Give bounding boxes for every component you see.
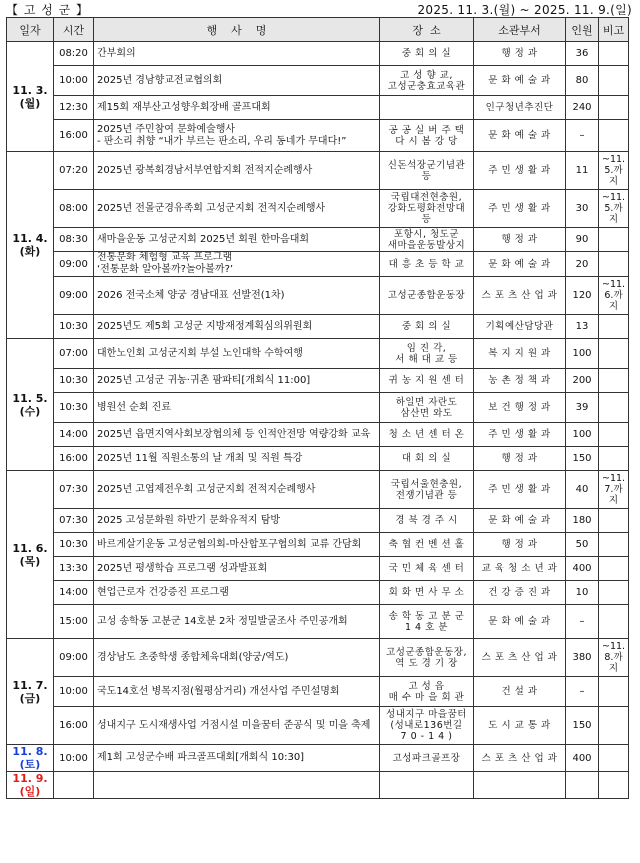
time-cell: 09:00 xyxy=(54,639,94,677)
note-cell: ~11. 6.까 지 xyxy=(599,277,629,315)
event-title-cell: 2025년 주민참여 문화예술행사 - 판소리 취향 “내가 부르는 판소리, 우리 동네가 무대다!” xyxy=(94,120,380,152)
table-row xyxy=(7,252,629,277)
count-cell: 36 xyxy=(566,42,599,66)
dept-cell: 농 촌 정 책 과 xyxy=(474,369,566,393)
dept-cell: 스 포 츠 산 업 과 xyxy=(474,277,566,315)
time-cell xyxy=(54,772,94,799)
note-cell xyxy=(599,423,629,447)
event-title-cell xyxy=(94,772,380,799)
place-cell: 회 화 면 사 무 소 xyxy=(380,581,474,605)
event-title-cell: 새마을운동 고성군지회 2025년 회원 한마음대회 xyxy=(94,228,380,252)
place-cell: 대 회 의 실 xyxy=(380,447,474,471)
place-cell: 포항시, 청도군 새마을운동발상지 xyxy=(380,228,474,252)
event-title-cell: 2026 전국소체 양궁 경남대표 선발전(1차) xyxy=(94,277,380,315)
dept-cell: 행 정 과 xyxy=(474,447,566,471)
dept-cell: 건 설 과 xyxy=(474,677,566,707)
note-cell xyxy=(599,339,629,369)
header-bar xyxy=(6,0,632,16)
event-title-cell: 2025년 고성군 귀농·귀촌 팜파티[개회식 11:00] xyxy=(94,369,380,393)
time-cell: 13:30 xyxy=(54,557,94,581)
day-cell: 11. 8. (토) xyxy=(7,745,54,772)
event-title-cell: 국도14호선 병목지점(월평삼거리) 개선사업 주민설명회 xyxy=(94,677,380,707)
header-row xyxy=(7,18,629,42)
event-title-cell: 전통문화 체험형 교육 프로그램 ‘전통문화 알아볼까?놀아볼까?’ xyxy=(94,252,380,277)
count-cell: 13 xyxy=(566,315,599,339)
place-cell xyxy=(380,772,474,799)
dept-cell: 행 정 과 xyxy=(474,533,566,557)
place-cell: 성내지구 마을꿈터 (성내로136번길 7 0 - 1 4 ) xyxy=(380,707,474,745)
time-cell: 10:30 xyxy=(54,369,94,393)
event-title-cell: 2025년 고엽제전우회 고성군지회 전적지순례행사 xyxy=(94,471,380,509)
schedule-table xyxy=(6,17,629,799)
place-cell: 청 소 년 센 터 온 xyxy=(380,423,474,447)
time-cell: 09:00 xyxy=(54,277,94,315)
table-row xyxy=(7,315,629,339)
table-row xyxy=(7,228,629,252)
place-cell xyxy=(380,96,474,120)
col-header-time: 시간 xyxy=(54,18,94,42)
note-cell xyxy=(599,66,629,96)
time-cell: 10:00 xyxy=(54,745,94,772)
table-row xyxy=(7,66,629,96)
note-cell xyxy=(599,96,629,120)
place-cell: 국 민 체 육 센 터 xyxy=(380,557,474,581)
dept-cell: 기획예산담당관 xyxy=(474,315,566,339)
time-cell: 08:00 xyxy=(54,190,94,228)
place-cell: 송 학 동 고 분 군 1 4 호 분 xyxy=(380,605,474,639)
dept-cell: 건 강 증 진 과 xyxy=(474,581,566,605)
note-cell xyxy=(599,557,629,581)
event-title-cell: 병원선 순회 진료 xyxy=(94,393,380,423)
time-cell: 16:00 xyxy=(54,447,94,471)
count-cell: 180 xyxy=(566,509,599,533)
dept-cell: 주 민 생 활 과 xyxy=(474,152,566,190)
day-cell: 11. 3. (월) xyxy=(7,42,54,152)
time-cell: 07:00 xyxy=(54,339,94,369)
col-header-note: 비고 xyxy=(599,18,629,42)
count-cell: 100 xyxy=(566,339,599,369)
col-header-event: 행 사 명 xyxy=(94,18,380,42)
col-header-dept: 소관부서 xyxy=(474,18,566,42)
event-title-cell: 제15회 재부산고성향우회장배 골프대회 xyxy=(94,96,380,120)
table-row xyxy=(7,509,629,533)
time-cell: 16:00 xyxy=(54,707,94,745)
time-cell: 10:00 xyxy=(54,66,94,96)
event-title-cell: 바르게살기운동 고성군협의회-마산합포구협의회 교류 간담회 xyxy=(94,533,380,557)
event-title-cell: 2025년 경남향교전교협의회 xyxy=(94,66,380,96)
count-cell: 240 xyxy=(566,96,599,120)
table-row xyxy=(7,745,629,772)
dept-cell: 문 화 예 술 과 xyxy=(474,605,566,639)
count-cell: 50 xyxy=(566,533,599,557)
table-row xyxy=(7,190,629,228)
col-header-date: 일자 xyxy=(7,18,54,42)
table-row xyxy=(7,533,629,557)
time-cell: 14:00 xyxy=(54,581,94,605)
note-cell: ~11. 5.까 지 xyxy=(599,190,629,228)
count-cell xyxy=(566,772,599,799)
dept-cell: 주 민 생 활 과 xyxy=(474,190,566,228)
count-cell: 200 xyxy=(566,369,599,393)
dept-cell: 복 지 지 원 과 xyxy=(474,339,566,369)
note-cell xyxy=(599,42,629,66)
table-row xyxy=(7,42,629,66)
table-row xyxy=(7,120,629,152)
dept-cell: 주 민 생 활 과 xyxy=(474,471,566,509)
table-row xyxy=(7,369,629,393)
note-cell xyxy=(599,707,629,745)
dept-cell: 행 정 과 xyxy=(474,228,566,252)
place-cell: 신돈석장군기념관 등 xyxy=(380,152,474,190)
note-cell xyxy=(599,533,629,557)
day-cell: 11. 6. (목) xyxy=(7,471,54,639)
place-cell: 국립서울현충원, 전쟁기념관 등 xyxy=(380,471,474,509)
table-row xyxy=(7,557,629,581)
table-row xyxy=(7,277,629,315)
dept-cell: 문 화 예 술 과 xyxy=(474,66,566,96)
event-title-cell: 성내지구 도시재생사업 거점시설 미을꿈터 준공식 및 미을 축제 xyxy=(94,707,380,745)
table-row xyxy=(7,605,629,639)
dept-cell: 보 건 행 정 과 xyxy=(474,393,566,423)
event-title-cell: 2025년 전몰군경유족회 고성군지회 전적지순례행사 xyxy=(94,190,380,228)
note-cell xyxy=(599,745,629,772)
note-cell xyxy=(599,252,629,277)
count-cell: 90 xyxy=(566,228,599,252)
time-cell: 08:30 xyxy=(54,228,94,252)
time-cell: 12:30 xyxy=(54,96,94,120)
count-cell: 80 xyxy=(566,66,599,96)
table-row xyxy=(7,447,629,471)
table-row xyxy=(7,639,629,677)
count-cell: 150 xyxy=(566,707,599,745)
col-header-count: 인원 xyxy=(566,18,599,42)
time-cell: 10:30 xyxy=(54,533,94,557)
dept-cell: 인구청년추진단 xyxy=(474,96,566,120)
note-cell xyxy=(599,677,629,707)
dept-cell: 행 정 과 xyxy=(474,42,566,66)
place-cell: 고성파크골프장 xyxy=(380,745,474,772)
table-row xyxy=(7,423,629,447)
note-cell xyxy=(599,393,629,423)
table-row xyxy=(7,772,629,799)
place-cell: 귀 농 지 원 센 터 xyxy=(380,369,474,393)
count-cell: – xyxy=(566,605,599,639)
note-cell xyxy=(599,447,629,471)
table-row xyxy=(7,96,629,120)
dept-cell: 도 시 교 통 과 xyxy=(474,707,566,745)
note-cell xyxy=(599,120,629,152)
place-cell: 임 진 각, 서 해 대 교 등 xyxy=(380,339,474,369)
time-cell: 07:20 xyxy=(54,152,94,190)
count-cell: 100 xyxy=(566,423,599,447)
place-cell: 국립대전현충원, 강화도평화전망대 등 xyxy=(380,190,474,228)
place-cell: 중 회 의 실 xyxy=(380,42,474,66)
place-cell: 경 북 경 주 시 xyxy=(380,509,474,533)
dept-cell: 교 육 청 소 년 과 xyxy=(474,557,566,581)
dept-cell: 주 민 생 활 과 xyxy=(474,423,566,447)
table-row xyxy=(7,581,629,605)
dept-cell: 문 화 예 술 과 xyxy=(474,120,566,152)
dept-cell: 스 포 츠 산 업 과 xyxy=(474,745,566,772)
time-cell: 09:00 xyxy=(54,252,94,277)
count-cell: 10 xyxy=(566,581,599,605)
note-cell: ~11. 7.까 지 xyxy=(599,471,629,509)
place-cell: 공 공 실 버 주 택 다 시 봄 강 당 xyxy=(380,120,474,152)
time-cell: 10:30 xyxy=(54,315,94,339)
note-cell xyxy=(599,581,629,605)
time-cell: 16:00 xyxy=(54,120,94,152)
count-cell: 400 xyxy=(566,745,599,772)
time-cell: 10:00 xyxy=(54,677,94,707)
count-cell: 150 xyxy=(566,447,599,471)
note-cell: ~11. 5.까 지 xyxy=(599,152,629,190)
count-cell: 11 xyxy=(566,152,599,190)
event-title-cell: 2025년 11월 직원소통의 날 개최 및 직원 특강 xyxy=(94,447,380,471)
place-cell: 고성군종합운동장, 역 도 경 기 장 xyxy=(380,639,474,677)
day-cell: 11. 5. (수) xyxy=(7,339,54,471)
event-title-cell: 2025 고성문화원 하반기 문화유적지 탐방 xyxy=(94,509,380,533)
count-cell: 380 xyxy=(566,639,599,677)
event-title-cell: 제1회 고성군수배 파크골프대회[개회식 10:30] xyxy=(94,745,380,772)
table-row xyxy=(7,471,629,509)
time-cell: 15:00 xyxy=(54,605,94,639)
count-cell: 40 xyxy=(566,471,599,509)
dept-cell: 문 화 예 술 과 xyxy=(474,252,566,277)
event-title-cell: 대한노인회 고성군지회 부설 노인대학 수학여행 xyxy=(94,339,380,369)
place-cell: 고 성 향 교, 고성군충효교육관 xyxy=(380,66,474,96)
count-cell: 39 xyxy=(566,393,599,423)
event-title-cell: 2025년 광복회경남서부연합지회 전적지순례행사 xyxy=(94,152,380,190)
note-cell xyxy=(599,772,629,799)
note-cell xyxy=(599,228,629,252)
region-title: 【 고 성 군 】 xyxy=(6,3,90,17)
table-row xyxy=(7,677,629,707)
count-cell: 400 xyxy=(566,557,599,581)
day-cell: 11. 4. (화) xyxy=(7,152,54,339)
dept-cell: 스 포 츠 산 업 과 xyxy=(474,639,566,677)
note-cell xyxy=(599,369,629,393)
count-cell: 20 xyxy=(566,252,599,277)
event-title-cell: 2025년도 제5회 고성군 지방재정계획심의위원회 xyxy=(94,315,380,339)
dept-cell: 문 화 예 술 과 xyxy=(474,509,566,533)
table-row xyxy=(7,393,629,423)
day-cell: 11. 7. (금) xyxy=(7,639,54,745)
place-cell: 대 흥 초 등 학 교 xyxy=(380,252,474,277)
time-cell: 08:20 xyxy=(54,42,94,66)
note-cell xyxy=(599,509,629,533)
count-cell: 30 xyxy=(566,190,599,228)
time-cell: 07:30 xyxy=(54,471,94,509)
event-title-cell: 현업근로자 건강증진 프로그램 xyxy=(94,581,380,605)
count-cell: – xyxy=(566,677,599,707)
place-cell: 중 회 의 실 xyxy=(380,315,474,339)
table-row xyxy=(7,707,629,745)
time-cell: 10:30 xyxy=(54,393,94,423)
count-cell: – xyxy=(566,120,599,152)
note-cell: ~11. 8.까 지 xyxy=(599,639,629,677)
place-cell: 축 협 컨 벤 션 홀 xyxy=(380,533,474,557)
event-title-cell: 2025년 평생학습 프로그램 성과발표회 xyxy=(94,557,380,581)
schedule-body xyxy=(7,42,629,799)
note-cell xyxy=(599,605,629,639)
event-title-cell: 간부회의 xyxy=(94,42,380,66)
event-title-cell: 고성 송학동 고분군 14호분 2차 정밀발굴조사 주민공개회 xyxy=(94,605,380,639)
col-header-place: 장 소 xyxy=(380,18,474,42)
dept-cell xyxy=(474,772,566,799)
event-title-cell: 2025년 읍면지역사회보장협의체 등 인적안전망 역량강화 교육 xyxy=(94,423,380,447)
place-cell: 고 성 읍 매 수 마 을 회 관 xyxy=(380,677,474,707)
table-row xyxy=(7,339,629,369)
time-cell: 07:30 xyxy=(54,509,94,533)
count-cell: 120 xyxy=(566,277,599,315)
event-title-cell: 경상남도 초중학생 종합체육대회(양궁/역도) xyxy=(94,639,380,677)
day-cell: 11. 9. (일) xyxy=(7,772,54,799)
table-row xyxy=(7,152,629,190)
place-cell: 고성군종합운동장 xyxy=(380,277,474,315)
place-cell: 하일면 자란도 삼산면 와도 xyxy=(380,393,474,423)
note-cell xyxy=(599,315,629,339)
period-range: 2025. 11. 3.(월) ~ 2025. 11. 9.(일) xyxy=(417,3,632,17)
time-cell: 14:00 xyxy=(54,423,94,447)
